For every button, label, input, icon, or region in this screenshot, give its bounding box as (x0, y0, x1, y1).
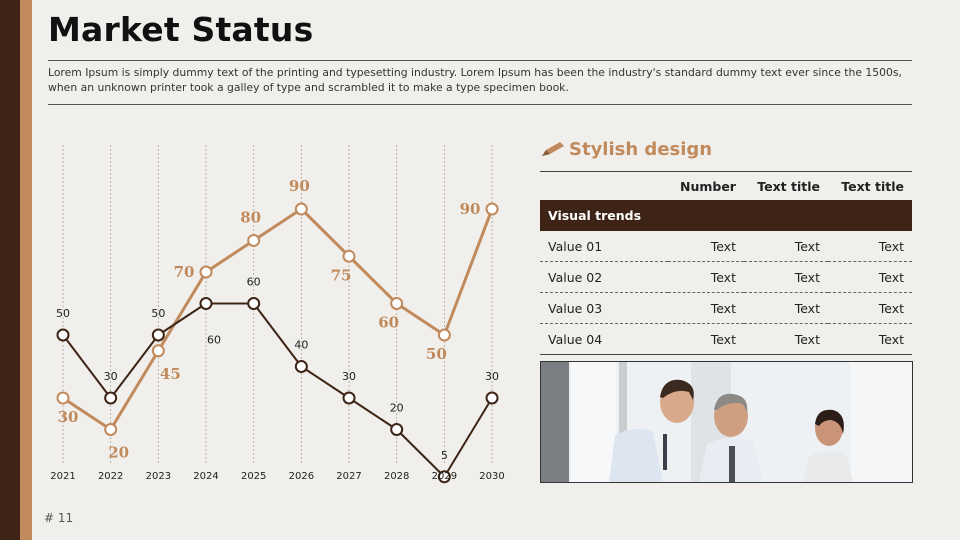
series-1-data-label: 60 (378, 313, 400, 332)
series-1-data-label: 45 (159, 364, 181, 383)
series-2-data-label: 30 (342, 370, 357, 383)
series-1-data-label: 70 (173, 263, 195, 281)
series-2-data-label: 40 (294, 338, 309, 352)
series-1-point (105, 424, 116, 435)
row-label: Value 04 (540, 324, 668, 355)
row-cell: Text (668, 231, 744, 262)
series-2-data-label: 5 (440, 448, 448, 462)
series-2-data-label: 30 (103, 370, 118, 383)
row-cell: Text (828, 262, 912, 293)
table-header-row (540, 172, 912, 201)
row-cell: Text (668, 324, 744, 355)
x-tick-label: 2026 (288, 471, 315, 482)
page-number: # 11 (44, 511, 74, 525)
row-cell: Text (744, 293, 828, 324)
series-1-point (344, 251, 355, 262)
x-tick-label: 2022 (97, 471, 124, 482)
business-people-photo (540, 361, 913, 483)
series-2-point (344, 393, 355, 404)
row-cell: Text (668, 293, 744, 324)
series-1-data-label: 80 (240, 208, 262, 227)
x-tick-label: 2028 (383, 471, 410, 482)
series-1-point (248, 235, 259, 246)
series-2-point (296, 361, 307, 372)
table-header-empty (540, 172, 668, 201)
x-tick-label: 2029 (431, 471, 458, 482)
pencil-icon (540, 140, 566, 158)
series-2-point (153, 330, 164, 341)
series-1-data-label: 75 (330, 266, 352, 285)
chart-lines (63, 209, 492, 477)
x-tick-label: 2024 (193, 471, 219, 482)
series-1-data-label: 20 (108, 443, 130, 462)
series-2-point (391, 424, 402, 435)
series-2-data-label: 30 (485, 370, 500, 383)
series-1-point (201, 267, 212, 278)
description: Lorem Ipsum is simply dummy text of the printing and typesetting industry. Lorem Ipsum has been the industry's standard dummy text ever since the 1500s, when an unknown printer took a galley of type and scrambled it to make a type specimen book. (48, 66, 902, 94)
row-cell: Text (828, 231, 912, 262)
series-1-data-label: 50 (425, 345, 447, 363)
series-1-point (153, 345, 164, 356)
series-1-point (296, 204, 307, 215)
series-1-point (391, 298, 402, 309)
series-2-point (58, 330, 69, 341)
table-row (540, 324, 912, 355)
table-header-title-1: Text title (757, 178, 820, 194)
data-table (540, 171, 912, 355)
table-row (540, 262, 912, 293)
row-label: Value 03 (540, 293, 668, 324)
series-2-data-label: 50 (56, 307, 70, 320)
row-cell: Text (828, 293, 912, 324)
panel-title: Stylish design (569, 139, 713, 160)
table-header-number: Number (680, 178, 736, 194)
series-2-data-label: 20 (389, 401, 404, 415)
row-cell: Text (744, 324, 828, 355)
row-cell: Text (828, 324, 912, 355)
series-1-data-label: 90 (288, 177, 310, 195)
page-title: Market Status (48, 10, 314, 49)
chart-points (58, 204, 498, 483)
row-cell: Text (744, 231, 828, 262)
series-2-point (248, 298, 259, 309)
chart-grid (63, 145, 492, 463)
series-2-point (487, 393, 498, 404)
series-1-data-label: 90 (459, 200, 481, 218)
series-1-point (58, 393, 69, 404)
table-row (540, 231, 912, 262)
x-tick-label: 2023 (145, 471, 172, 482)
series-1-data-label: 30 (57, 408, 79, 426)
table-header-title-2: Text title (841, 178, 904, 194)
x-tick-label: 2030 (479, 471, 505, 482)
series-line-1 (63, 209, 492, 430)
series-2-data-label: 50 (151, 307, 166, 320)
x-tick-label: 2025 (240, 471, 267, 482)
table-row (540, 293, 912, 324)
series-2-point (201, 298, 212, 309)
series-1-point (487, 204, 498, 215)
row-label: Value 02 (540, 262, 668, 293)
row-cell: Text (668, 262, 744, 293)
series-2-data-label: 60 (246, 275, 261, 289)
row-cell: Text (744, 262, 828, 293)
series-2-point (105, 393, 116, 404)
x-tick-label: 2027 (336, 471, 362, 482)
table-section-row (540, 200, 912, 231)
x-tick-label: 2021 (50, 471, 76, 482)
table-section-label: Visual trends (540, 200, 912, 231)
chart-labels (56, 177, 499, 462)
row-label: Value 01 (540, 231, 668, 262)
series-2-data-label: 60 (207, 333, 222, 347)
series-1-point (439, 330, 450, 341)
chart-x-ticks (50, 471, 504, 482)
